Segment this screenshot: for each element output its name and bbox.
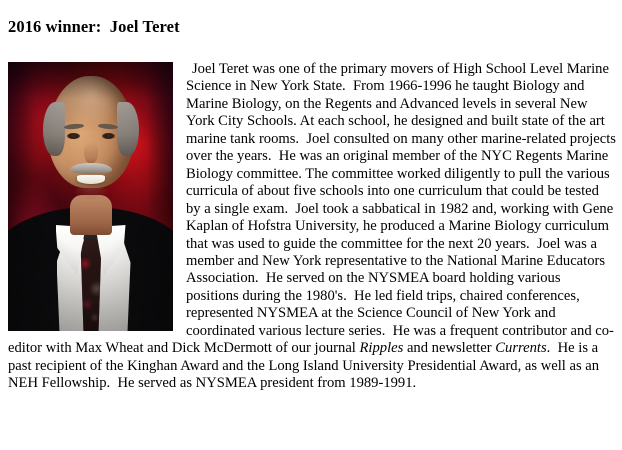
biography-text-part-2: and newsletter [403, 340, 496, 357]
winner-portrait-photo [8, 62, 173, 331]
newsletter-title: Currents [495, 340, 547, 357]
biography-text-part-1: Joel Teret was one of the primary movers of High School Level Marine Science in New York State. From 1966-1996 he taught Biology and Marine Biology, on the Regents and Advanced levels in several New York City Schools. At each school, he designed and built state of the art marine tank rooms. Joel consulted on many other marine-related projects over the years. He was an original member of the NYC Regents Marine Biology committee. The committee worked diligently to pull the various curricula of about five schools into one curriculum that could be tested by a single exam. Joel took a sabbatical in 1982 and, working with Gene Kaplan of Hofstra University, he produced a Marine Biology curriculum that was used to guide the committee for the next 20 years. Joel was a member and New York representative to the National Marine Educators Association. He served on the NYSMEA board holding various positions during the 1980's. He led field trips, chaired conferences, represented NYSMEA at the Science Council of New York and coordinated various lecture series. He was a frequent contributor and co-editor with Max Wheat and Dick McDermott of our journal [8, 61, 620, 357]
page-title: 2016 winner: Joel Teret [8, 17, 180, 37]
photo-vignette [8, 62, 173, 331]
biography-text-block [8, 61, 620, 393]
biography-text-part-3: . He is a past recipient of the Kinghan Award and the Long Island University Presidential Award, as well as an NEH Fellowship. He served as NYSMEA president from 1989-1991. [8, 340, 603, 392]
journal-title: Ripples [359, 340, 404, 357]
